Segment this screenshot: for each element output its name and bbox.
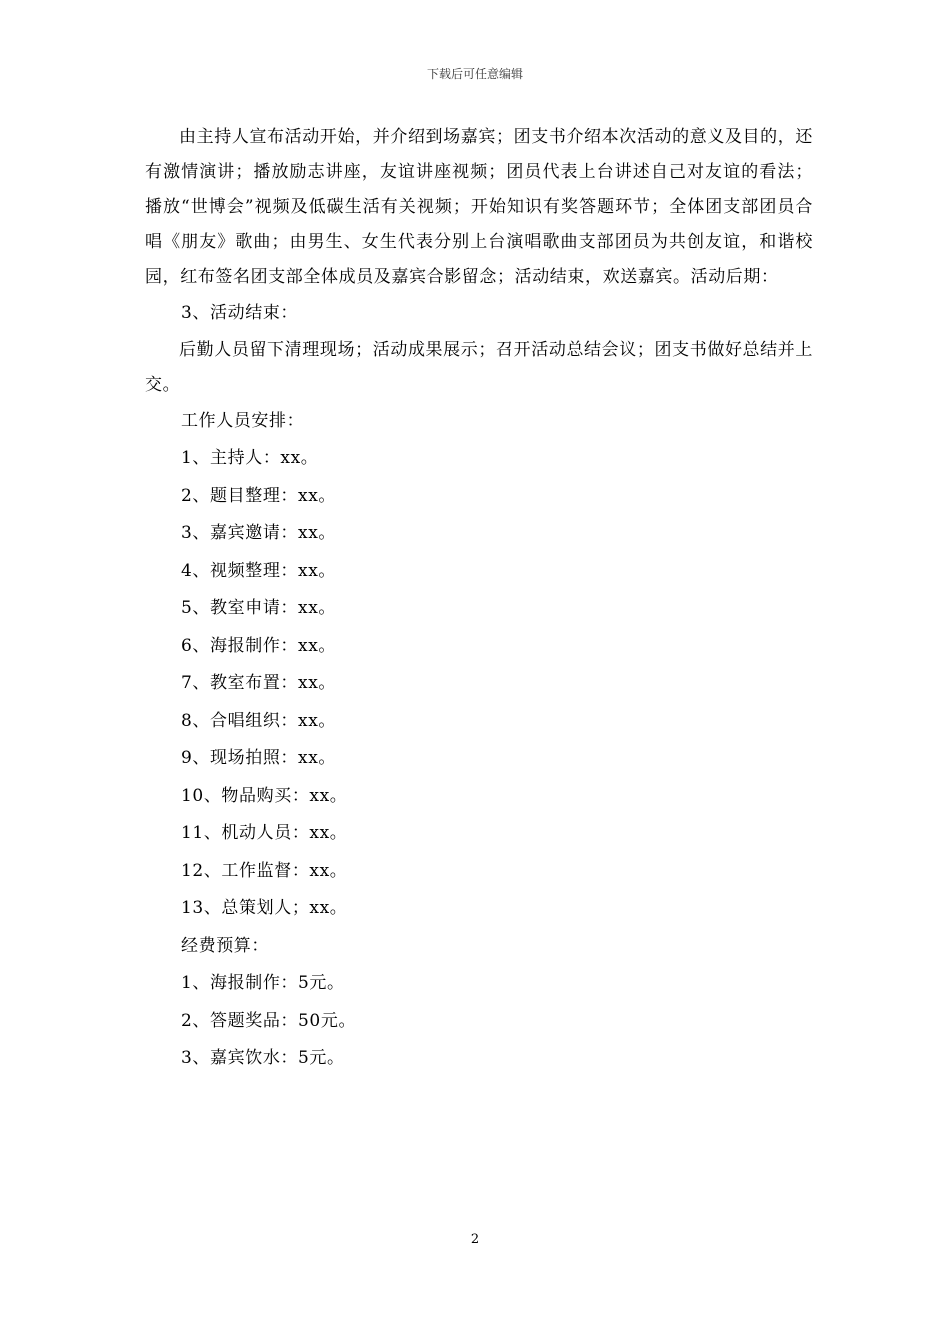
staff-item: 5、教室申请：xx。 — [181, 598, 336, 618]
staff-heading: 工作人员安排： — [181, 410, 305, 431]
page-header: 下载后可任意编辑 — [426, 67, 523, 81]
page-number: 2 — [470, 1232, 480, 1247]
staff-item: 1、主持人：xx。 — [181, 448, 319, 468]
budget-heading: 经费预算： — [181, 935, 269, 956]
staff-item: 9、现场拍照：xx。 — [181, 748, 336, 768]
post-activity-paragraph: 后勤人员留下清理现场；活动成果展示；召开活动总结会议；团支书做好总结并上交。 — [145, 339, 813, 395]
document-body — [145, 120, 813, 1078]
staff-item: 11、机动人员：xx。 — [181, 823, 348, 843]
staff-item: 2、题目整理：xx。 — [181, 485, 336, 506]
staff-item: 7、教室布置：xx。 — [181, 673, 336, 693]
staff-item: 4、视频整理：xx。 — [181, 560, 336, 581]
budget-item: 1、海报制作：5元。 — [181, 973, 345, 993]
staff-item: 12、工作监督：xx。 — [181, 860, 348, 881]
staff-item: 6、海报制作：xx。 — [181, 635, 336, 656]
staff-item: 3、嘉宾邀请：xx。 — [181, 523, 336, 543]
staff-item: 8、合唱组织：xx。 — [181, 710, 336, 731]
budget-item: 3、嘉宾饮水：5元。 — [181, 1048, 345, 1068]
staff-item: 10、物品购买：xx。 — [181, 785, 348, 806]
staff-item: 13、总策划人；xx。 — [181, 898, 348, 918]
activity-process-paragraph: 由主持人宣布活动开始，并介绍到场嘉宾；团支书介绍本次活动的意义及目的，还有激情演讲；播放励志讲座，友谊讲座视频；团员代表上台讲述自己对友谊的看法；播放“世博会”视频及低碳生活有关视频；开始知识有奖答题环节；全体团支部团员合唱《朋友》歌曲；由男生、女生代表分别上台演唱歌曲支部团员为共创友谊，和谐校园，红布签名团支部全体成员及嘉宾合影留念；活动结束，欢送嘉宾。活动后期： — [145, 127, 813, 287]
budget-item: 2、答题奖品：50元。 — [181, 1010, 357, 1031]
section-3-title: 3、活动结束： — [181, 303, 299, 323]
